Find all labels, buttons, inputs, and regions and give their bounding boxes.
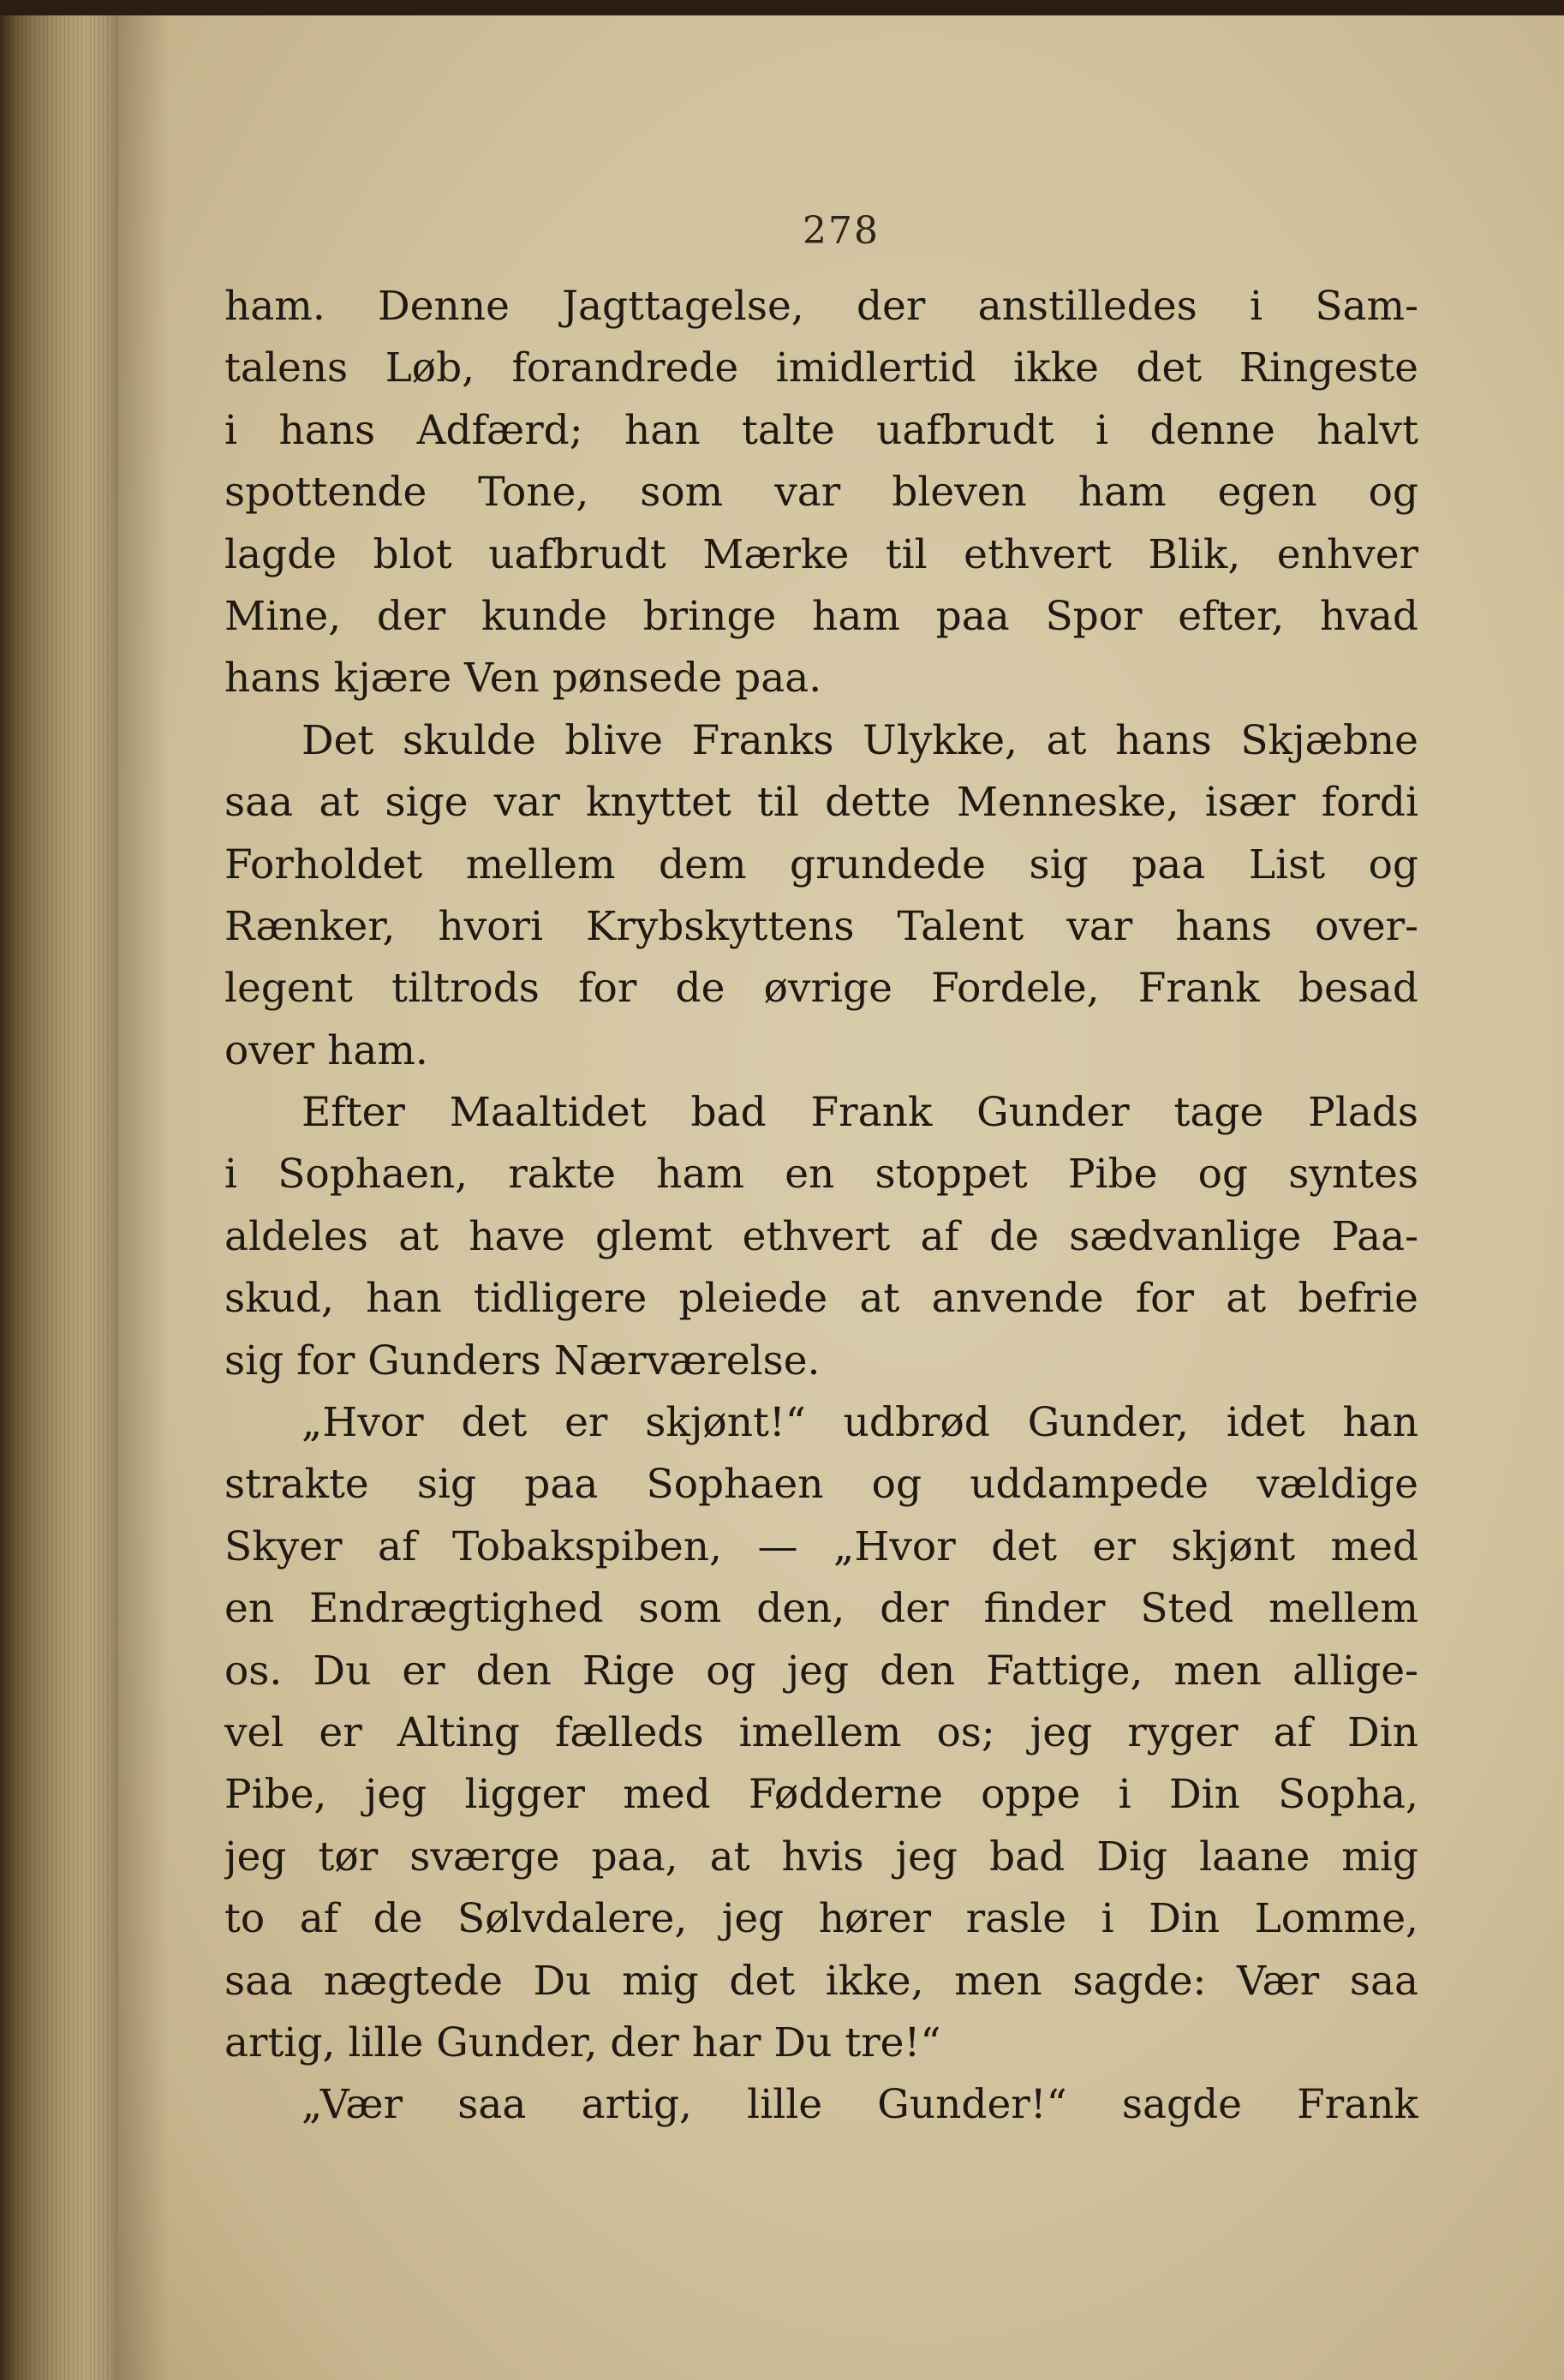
text-line: spottende Tone, som var bleven ham egen og [224,469,1418,517]
text-line: jeg tør sværge paa, at hvis jeg bad Dig laane mig [224,1833,1418,1881]
text-line: Pibe, jeg ligger med Fødderne oppe i Din Sopha, [224,1771,1418,1819]
text-line: talens Løb, forandrede imidlertid ikke det Ringeste [224,344,1418,392]
text-line: saa nægtede Du mig det ikke, men sagde: Vær saa [224,1957,1418,2005]
scan-top-border [0,0,1564,15]
text-line: artig, lille Gunder, der har Du tre!“ [224,2018,941,2066]
text-line: vel er Alting fælleds imellem os; jeg ryger af Din [224,1708,1418,1756]
text-line: os. Du er den Rige og jeg den Fattige, men allige- [224,1647,1418,1695]
text-line: saa at sige var knyttet til dette Menneske, især fordi [224,779,1418,827]
text-line: i Sophaen, rakte ham en stoppet Pibe og syntes [224,1151,1418,1199]
paragraph-start-line: Det skulde blive Franks Ulykke, at hans Skjæbne [301,716,1418,764]
text-line: lagde blot uafbrudt Mærke til ethvert Blik, enhver [224,530,1418,578]
text-line: Rænker, hvori Krybskyttens Talent var hans over- [224,902,1418,950]
text-line: hans kjære Ven pønsede paa. [224,655,822,703]
text-line: legent tiltrods for de øvrige Fordele, Frank besad [224,965,1418,1013]
paragraph-start-line: „Hvor det er skjønt!“ udbrød Gunder, idet han [301,1399,1418,1447]
book-fore-edge-texture [9,15,111,2380]
text-line: aldeles at have glemt ethvert af de sædvanlige Paa- [224,1212,1418,1260]
text-line: Forholdet mellem dem grundede sig paa List og [224,840,1418,888]
text-line: skud, han tidligere pleiede at anvende for at befrie [224,1275,1418,1323]
text-line: i hans Adfærd; han talte uafbrudt i denne halvt [224,406,1418,454]
text-line: en Endrægtighed som den, der finder Sted mellem [224,1585,1418,1633]
text-line: to af de Sølvdalere, jeg hører rasle i Din Lomme, [224,1895,1418,1943]
text-line: strakte sig paa Sophaen og uddampede vældige [224,1461,1418,1509]
text-line: over ham. [224,1026,428,1074]
text-line: Mine, der kunde bringe ham paa Spor efter, hvad [224,592,1418,640]
body-text [224,276,1418,2137]
text-line: ham. Denne Jagttagelse, der anstilledes i Sam- [224,283,1418,330]
text-line: sig for Gunders Nærværelse. [224,1337,821,1384]
paragraph-start-line: „Vær saa artig, lille Gunder!“ sagde Frank [301,2081,1418,2129]
page-number: 278 [803,209,880,253]
paragraph-start-line: Efter Maaltidet bad Frank Gunder tage Plads [301,1089,1418,1137]
text-line: Skyer af Tobakspiben, — „Hvor det er skjønt med [224,1522,1418,1570]
